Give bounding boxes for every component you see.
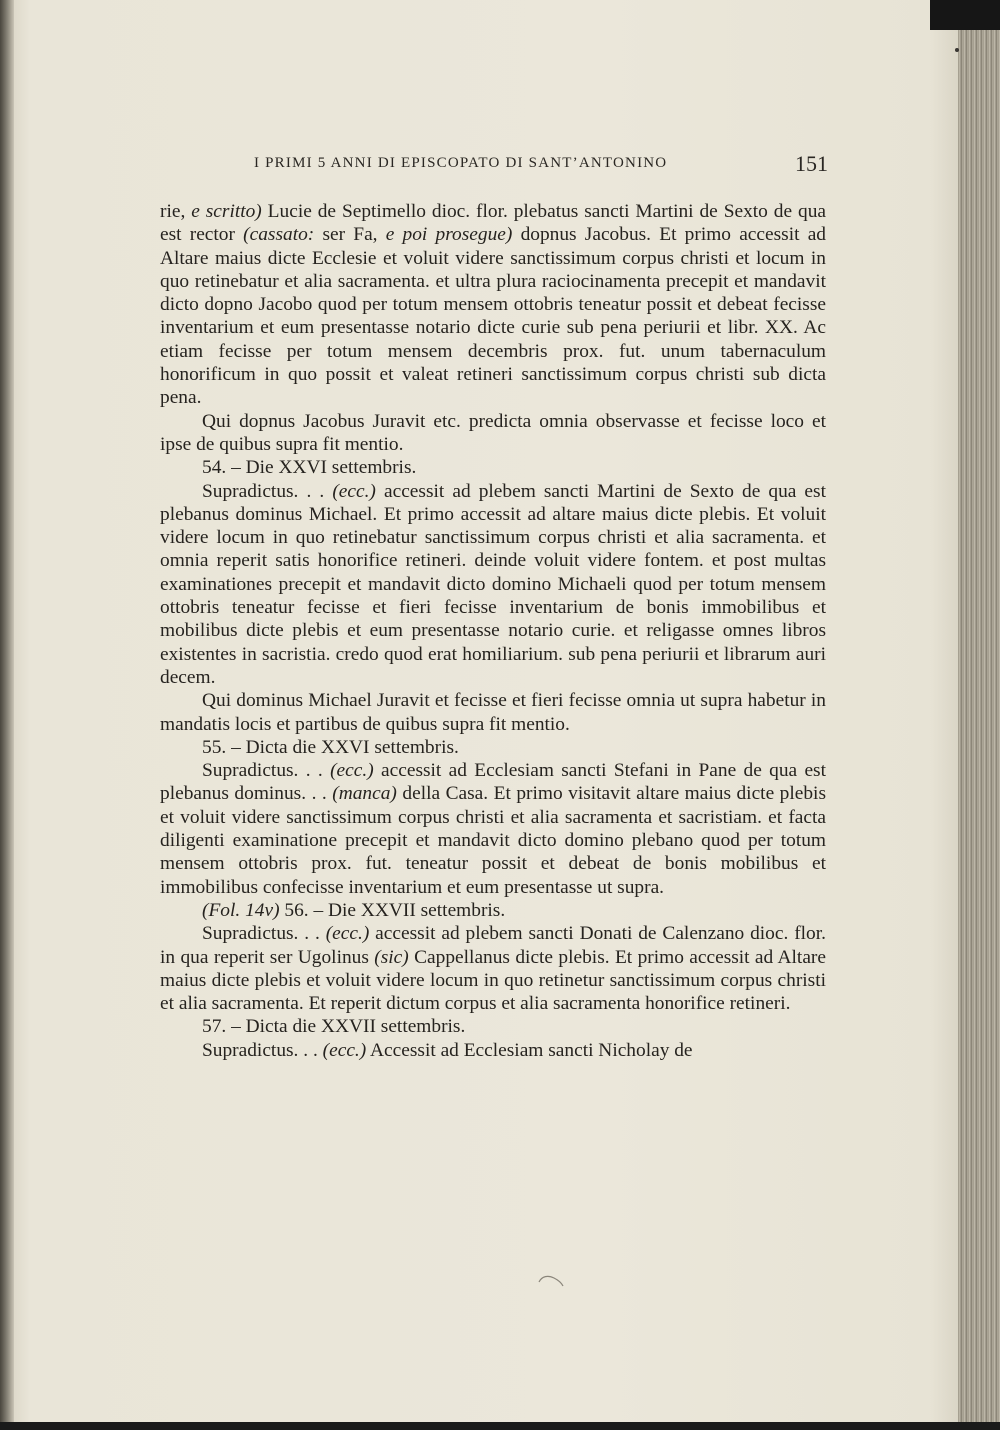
paragraph-entry-56 <box>160 922 826 1015</box>
italic-text-run: (manca) <box>332 783 397 805</box>
paragraph-oath-jacobus <box>160 410 826 457</box>
text-run: Supradictus. . . <box>202 923 326 945</box>
text-run: Supradictus. . . <box>202 1039 323 1061</box>
pencil-mark <box>536 1274 566 1288</box>
bottom-band <box>0 1422 1000 1430</box>
paragraph-oath-michael <box>160 689 826 736</box>
paragraph-continuation <box>160 200 826 410</box>
text-run: Cappellanus dicte plebis. Et primo accessit ad Altare maius dicte plebis et voluit videre locum in quo retinetur sanctissimum corpus christi et alia sacramenta. Et reperit dictum corpus et alia sacramenta honorifice retineri. <box>160 946 826 1015</box>
italic-text-run: e poi prosegue) <box>385 224 513 246</box>
paragraph-entry-57 <box>160 1039 826 1062</box>
text-run: Supradictus. . . <box>202 760 331 782</box>
text-run: della Casa. Et primo visitavit altare maius dicte plebis et voluit videre sanctissimum corpus christi et alia sacramenta et sacristiam. et facta diligenti examinatione precepit et mandavit dicto domino plebano quod per totum mensem ottobris prox. fut. teneatur possit et debeat de bonis mobilibus et immobilibus confecisse inventarium et eum presentasse ut supra. <box>160 783 826 898</box>
text-run: 55. – Dicta die XXVI settembris. <box>202 736 459 758</box>
text-run: ser Fa, <box>314 224 386 246</box>
italic-text-run: (ecc.) <box>325 923 370 945</box>
italic-text-run: (ecc.) <box>332 480 376 502</box>
spine-shadow <box>0 0 14 1430</box>
paragraph-entry-55 <box>160 759 826 899</box>
text-run: Qui dopnus Jacobus Juravit etc. predicta omnia observasse et fecisse loco et ipse de quibus supra fit mentio. <box>160 410 826 455</box>
text-run: Supradictus. . . <box>202 480 333 502</box>
page-number: 151 <box>795 151 828 176</box>
text-run: 54. – Die XXVI settembris. <box>202 457 417 479</box>
body-text <box>160 200 826 1062</box>
italic-text-run: (Fol. 14v) <box>202 899 280 921</box>
text-run: Accessit ad Ecclesiam sancti Nicholay de <box>366 1039 693 1061</box>
running-title: I PRIMI 5 ANNI DI EPISCOPATO DI SANT’ANTONINO <box>254 155 668 171</box>
text-run: accessit ad plebem sancti Martini de Sexto de qua est plebanus dominus Michael. Et primo accessit ad altare maius dicte plebis. Et voluit videre locum in quo retinebatur sanctissimum corpus christi et alia sacramenta. et omnia reperit satis honorifice retineri. deinde voluit videre fontem. et post multas examinationes precepit et mandavit dicto domino Michaeli quod per totum mensem ottobris teneatur fecisse et fieri fecisse inventarium de bonis immobilibus et mobilibus dicte plebis et eum presentasse notario curie. et religasse omnes libros existentes in sacristia. credo quod erat homiliarium. sub pena periurii et librarum auri decem. <box>160 480 826 688</box>
text-run: Qui dominus Michael Juravit et fecisse et fieri fecisse omnia ut supra habetur in mandatis locis et partibus de quibus supra fit mentio. <box>160 690 826 735</box>
text-run: 57. – Dicta die XXVII settembris. <box>202 1016 466 1038</box>
text-run: dopnus Jacobus. Et primo accessit ad Altare maius dicte Ecclesie et voluit videre sanctissimum corpus christi et locum in quo retinebatur et alia sacramenta. et ultra plura raciocinamenta precepit et mandavit dicto dopno Jacobo quod per totum mensem ottobris teneatur possit et debeat fecisse inventarium et eum presentasse notario dicte curie sub pena periurii et libr. XX. Ac etiam fecisse per totum mensem decembris prox. fut. unum tabernaculum honorificum in quo possit et valeat retineri sanctissimum corpus christi sub dicta pena. <box>160 224 826 409</box>
italic-text-run: (ecc.) <box>322 1039 367 1061</box>
italic-text-run: (sic) <box>374 946 409 968</box>
text-run: accessit ad plebem sancti Donati de Calenzano dioc. flor. in qua reperit ser Ugolinus <box>160 923 826 968</box>
italic-text-run: (ecc.) <box>330 760 374 782</box>
paragraph-entry-54 <box>160 480 826 690</box>
background-corner <box>930 0 1000 30</box>
italic-text-run: e scritto) <box>191 201 262 222</box>
entry-heading-54 <box>160 456 826 479</box>
text-run: accessit ad Ecclesiam sancti Stefani in Pane de qua est plebanus dominus. . . <box>160 760 826 805</box>
text-run: 56. – Die XXVII settembris. <box>279 899 506 921</box>
italic-text-run: (cassato: <box>243 224 315 246</box>
entry-heading-55 <box>160 736 826 759</box>
text-run: Lucie de Septimello dioc. flor. plebatus sancti Martini de Sexto de qua est rector <box>160 201 827 246</box>
ink-dot <box>955 48 959 52</box>
page-edges <box>958 0 1000 1430</box>
entry-heading-56 <box>160 899 826 922</box>
entry-heading-57 <box>160 1015 826 1038</box>
text-run: rie, <box>160 201 192 222</box>
